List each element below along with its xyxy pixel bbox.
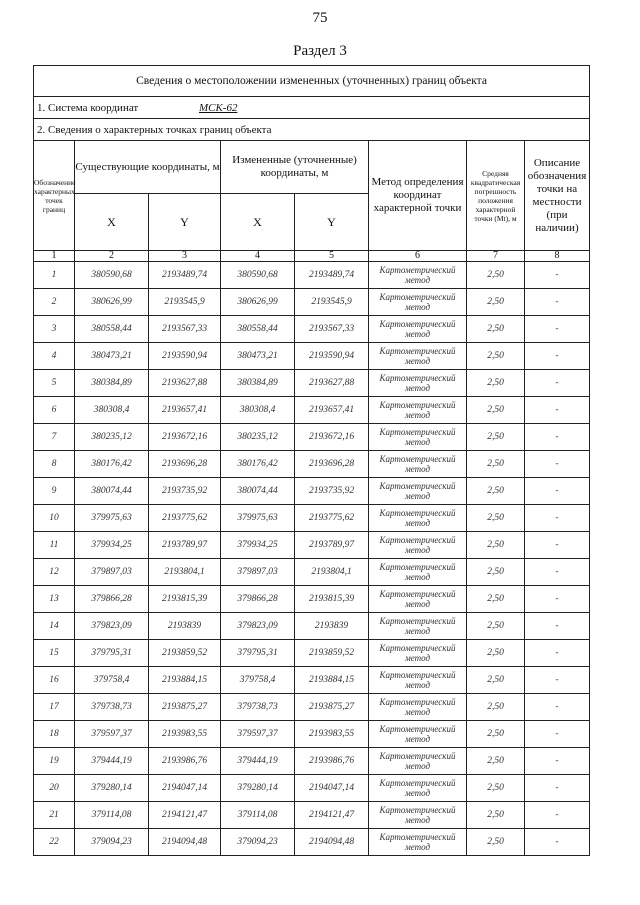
table-row [34, 316, 590, 343]
cell-changed-y: 2194094,48 [295, 829, 369, 856]
cell-changed-y: 2193986,76 [295, 748, 369, 775]
cell-changed-x: 379114,08 [221, 802, 295, 829]
cell-changed-y: 2193696,28 [295, 451, 369, 478]
cell-existing-x: 379795,31 [75, 640, 149, 667]
cell-changed-y: 2193672,16 [295, 424, 369, 451]
cell-method: Картометрический метод [369, 478, 467, 505]
cell-changed-y: 2193839 [295, 613, 369, 640]
table-row [34, 694, 590, 721]
cell-error: 2,50 [467, 721, 525, 748]
cell-existing-y: 2193489,74 [149, 262, 221, 289]
cell-description: - [525, 829, 590, 856]
cell-changed-y: 2193789,97 [295, 532, 369, 559]
column-number: 4 [221, 251, 295, 262]
cell-changed-y: 2193804,1 [295, 559, 369, 586]
cell-point-number: 19 [34, 748, 75, 775]
cell-description: - [525, 586, 590, 613]
cell-changed-x: 379280,14 [221, 775, 295, 802]
cell-changed-x: 379758,4 [221, 667, 295, 694]
cell-error: 2,50 [467, 424, 525, 451]
cell-changed-x: 380176,42 [221, 451, 295, 478]
cell-changed-y: 2193884,15 [295, 667, 369, 694]
cell-method: Картометрический метод [369, 748, 467, 775]
cell-method: Картометрический метод [369, 829, 467, 856]
points-heading: 2. Сведения о характерных точках границ объекта [34, 119, 590, 141]
column-number: 6 [369, 251, 467, 262]
cell-changed-x: 379934,25 [221, 532, 295, 559]
cell-method: Картометрический метод [369, 802, 467, 829]
table-row [34, 586, 590, 613]
cell-existing-x: 379823,09 [75, 613, 149, 640]
cell-error: 2,50 [467, 802, 525, 829]
table-row [34, 397, 590, 424]
cell-existing-x: 379738,73 [75, 694, 149, 721]
cell-description: - [525, 721, 590, 748]
cell-description: - [525, 424, 590, 451]
cell-changed-x: 380473,21 [221, 343, 295, 370]
cell-description: - [525, 370, 590, 397]
header-existing: Существующие координаты, м [75, 141, 221, 194]
cell-changed-x: 379795,31 [221, 640, 295, 667]
cell-method: Картометрический метод [369, 721, 467, 748]
cell-point-number: 20 [34, 775, 75, 802]
cell-existing-y: 2193983,55 [149, 721, 221, 748]
cell-method: Картометрический метод [369, 640, 467, 667]
cell-changed-y: 2194121,47 [295, 802, 369, 829]
cell-changed-x: 379866,28 [221, 586, 295, 613]
cell-description: - [525, 478, 590, 505]
cell-method: Картометрический метод [369, 559, 467, 586]
header-changed-y: Y [295, 194, 369, 251]
cell-changed-x: 379444,19 [221, 748, 295, 775]
header-method: Метод определения координат характерной точки [369, 141, 467, 251]
cell-error: 2,50 [467, 451, 525, 478]
table-row [34, 289, 590, 316]
cell-changed-y: 2193590,94 [295, 343, 369, 370]
cell-method: Картометрический метод [369, 586, 467, 613]
cell-description: - [525, 262, 590, 289]
cell-changed-x: 379897,03 [221, 559, 295, 586]
cell-description: - [525, 694, 590, 721]
cell-existing-y: 2193567,33 [149, 316, 221, 343]
cell-existing-x: 379866,28 [75, 586, 149, 613]
cell-point-number: 3 [34, 316, 75, 343]
cell-existing-x: 379280,14 [75, 775, 149, 802]
cell-existing-x: 379897,03 [75, 559, 149, 586]
cell-description: - [525, 613, 590, 640]
cell-existing-y: 2193815,39 [149, 586, 221, 613]
cell-existing-y: 2193657,41 [149, 397, 221, 424]
cell-error: 2,50 [467, 289, 525, 316]
cell-method: Картометрический метод [369, 667, 467, 694]
cell-existing-x: 380626,99 [75, 289, 149, 316]
cell-description: - [525, 559, 590, 586]
cell-method: Картометрический метод [369, 532, 467, 559]
cell-method: Картометрический метод [369, 613, 467, 640]
cell-changed-x: 380626,99 [221, 289, 295, 316]
cell-point-number: 9 [34, 478, 75, 505]
cell-changed-x: 379823,09 [221, 613, 295, 640]
cell-existing-y: 2193804,1 [149, 559, 221, 586]
cell-existing-y: 2194121,47 [149, 802, 221, 829]
cell-error: 2,50 [467, 505, 525, 532]
cell-existing-x: 380235,12 [75, 424, 149, 451]
cell-existing-x: 379758,4 [75, 667, 149, 694]
cell-description: - [525, 451, 590, 478]
column-number: 1 [34, 251, 75, 262]
cell-changed-y: 2193657,41 [295, 397, 369, 424]
cell-changed-y: 2193567,33 [295, 316, 369, 343]
cell-point-number: 10 [34, 505, 75, 532]
page-number: 75 [312, 10, 328, 26]
cell-changed-x: 379597,37 [221, 721, 295, 748]
cell-existing-y: 2193775,62 [149, 505, 221, 532]
table-row [34, 478, 590, 505]
cell-existing-y: 2193627,88 [149, 370, 221, 397]
cell-existing-x: 379094,23 [75, 829, 149, 856]
cell-existing-x: 379444,19 [75, 748, 149, 775]
cell-error: 2,50 [467, 478, 525, 505]
cell-error: 2,50 [467, 775, 525, 802]
cell-point-number: 2 [34, 289, 75, 316]
cell-changed-y: 2193859,52 [295, 640, 369, 667]
cell-existing-x: 379114,08 [75, 802, 149, 829]
table-row [34, 262, 590, 289]
cell-existing-x: 379975,63 [75, 505, 149, 532]
cell-error: 2,50 [467, 829, 525, 856]
column-numbers-row [34, 251, 590, 262]
cell-changed-x: 380074,44 [221, 478, 295, 505]
section-title: Раздел 3 [293, 43, 347, 59]
table-row [34, 829, 590, 856]
coord-system-row [34, 97, 590, 119]
cell-error: 2,50 [467, 343, 525, 370]
column-number: 7 [467, 251, 525, 262]
table-row [34, 721, 590, 748]
cell-method: Картометрический метод [369, 289, 467, 316]
cell-existing-y: 2193859,52 [149, 640, 221, 667]
cell-description: - [525, 505, 590, 532]
cell-description: - [525, 532, 590, 559]
table-row [34, 748, 590, 775]
cell-description: - [525, 397, 590, 424]
cell-existing-y: 2194047,14 [149, 775, 221, 802]
boundary-table [33, 65, 590, 856]
cell-error: 2,50 [467, 559, 525, 586]
cell-method: Картометрический метод [369, 316, 467, 343]
cell-point-number: 8 [34, 451, 75, 478]
cell-changed-x: 380590,68 [221, 262, 295, 289]
cell-point-number: 21 [34, 802, 75, 829]
table-row [34, 667, 590, 694]
cell-point-number: 6 [34, 397, 75, 424]
cell-changed-y: 2193545,9 [295, 289, 369, 316]
cell-existing-x: 380176,42 [75, 451, 149, 478]
cell-point-number: 13 [34, 586, 75, 613]
cell-description: - [525, 640, 590, 667]
cell-point-number: 17 [34, 694, 75, 721]
table-row [34, 559, 590, 586]
cell-error: 2,50 [467, 748, 525, 775]
cell-error: 2,50 [467, 694, 525, 721]
cell-error: 2,50 [467, 316, 525, 343]
cell-changed-y: 2193983,55 [295, 721, 369, 748]
column-number: 5 [295, 251, 369, 262]
cell-changed-y: 2193489,74 [295, 262, 369, 289]
cell-changed-y: 2193735,92 [295, 478, 369, 505]
cell-existing-y: 2193735,92 [149, 478, 221, 505]
cell-error: 2,50 [467, 370, 525, 397]
cell-error: 2,50 [467, 532, 525, 559]
cell-point-number: 4 [34, 343, 75, 370]
cell-existing-x: 379597,37 [75, 721, 149, 748]
cell-method: Картометрический метод [369, 343, 467, 370]
cell-changed-y: 2193627,88 [295, 370, 369, 397]
cell-point-number: 14 [34, 613, 75, 640]
coord-system-value: МСК-62 [198, 101, 238, 114]
cell-changed-y: 2193815,39 [295, 586, 369, 613]
cell-changed-x: 380558,44 [221, 316, 295, 343]
cell-existing-y: 2194094,48 [149, 829, 221, 856]
cell-method: Картометрический метод [369, 424, 467, 451]
cell-point-number: 12 [34, 559, 75, 586]
table-row [34, 775, 590, 802]
cell-error: 2,50 [467, 397, 525, 424]
cell-existing-y: 2193839 [149, 613, 221, 640]
column-number: 2 [75, 251, 149, 262]
cell-point-number: 1 [34, 262, 75, 289]
cell-error: 2,50 [467, 667, 525, 694]
table-row [34, 370, 590, 397]
cell-description: - [525, 748, 590, 775]
header-changed-x: X [221, 194, 295, 251]
header-existing-x: X [75, 194, 149, 251]
cell-error: 2,50 [467, 640, 525, 667]
cell-existing-y: 2193672,16 [149, 424, 221, 451]
table-row [34, 424, 590, 451]
column-number: 3 [149, 251, 221, 262]
cell-changed-y: 2193875,27 [295, 694, 369, 721]
table-row [34, 640, 590, 667]
cell-existing-y: 2193590,94 [149, 343, 221, 370]
cell-description: - [525, 316, 590, 343]
cell-description: - [525, 289, 590, 316]
cell-method: Картометрический метод [369, 451, 467, 478]
cell-point-number: 15 [34, 640, 75, 667]
cell-existing-y: 2193986,76 [149, 748, 221, 775]
cell-point-number: 7 [34, 424, 75, 451]
cell-existing-x: 379934,25 [75, 532, 149, 559]
cell-existing-x: 380308,4 [75, 397, 149, 424]
cell-changed-y: 2193775,62 [295, 505, 369, 532]
header-designation: Обозначение характерных точек границ [34, 141, 75, 251]
cell-changed-x: 379738,73 [221, 694, 295, 721]
cell-existing-y: 2193884,15 [149, 667, 221, 694]
cell-existing-x: 380384,89 [75, 370, 149, 397]
table-row [34, 802, 590, 829]
table-row [34, 613, 590, 640]
cell-error: 2,50 [467, 586, 525, 613]
cell-description: - [525, 343, 590, 370]
cell-existing-x: 380558,44 [75, 316, 149, 343]
table-row [34, 505, 590, 532]
cell-description: - [525, 802, 590, 829]
cell-changed-y: 2194047,14 [295, 775, 369, 802]
cell-changed-x: 380308,4 [221, 397, 295, 424]
cell-error: 2,50 [467, 613, 525, 640]
cell-point-number: 22 [34, 829, 75, 856]
cell-existing-x: 380473,21 [75, 343, 149, 370]
cell-existing-x: 380590,68 [75, 262, 149, 289]
cell-point-number: 18 [34, 721, 75, 748]
header-changed: Измененные (уточненные) координаты, м [221, 141, 369, 194]
cell-description: - [525, 667, 590, 694]
cell-existing-y: 2193696,28 [149, 451, 221, 478]
column-number: 8 [525, 251, 590, 262]
cell-existing-x: 380074,44 [75, 478, 149, 505]
table-row [34, 451, 590, 478]
cell-changed-x: 379975,63 [221, 505, 295, 532]
table-title: Сведения о местоположении измененных (уточненных) границ объекта [34, 66, 590, 97]
cell-method: Картометрический метод [369, 370, 467, 397]
coord-system-label: 1. Система координат [37, 101, 139, 114]
cell-point-number: 16 [34, 667, 75, 694]
header-description: Описание обозначения точки на местности (при наличии) [525, 141, 590, 251]
header-existing-y: Y [149, 194, 221, 251]
cell-point-number: 11 [34, 532, 75, 559]
cell-existing-y: 2193789,97 [149, 532, 221, 559]
cell-error: 2,50 [467, 262, 525, 289]
cell-description: - [525, 775, 590, 802]
cell-method: Картометрический метод [369, 505, 467, 532]
cell-changed-x: 380235,12 [221, 424, 295, 451]
cell-method: Картометрический метод [369, 694, 467, 721]
table-row [34, 343, 590, 370]
cell-existing-y: 2193545,9 [149, 289, 221, 316]
cell-existing-y: 2193875,27 [149, 694, 221, 721]
cell-changed-x: 379094,23 [221, 829, 295, 856]
cell-method: Картометрический метод [369, 262, 467, 289]
cell-method: Картометрический метод [369, 775, 467, 802]
cell-changed-x: 380384,89 [221, 370, 295, 397]
cell-point-number: 5 [34, 370, 75, 397]
cell-method: Картометрический метод [369, 397, 467, 424]
header-error: Средняя квадратическая погрешность положения характерной точки (Мt), м [467, 141, 525, 251]
table-row [34, 532, 590, 559]
